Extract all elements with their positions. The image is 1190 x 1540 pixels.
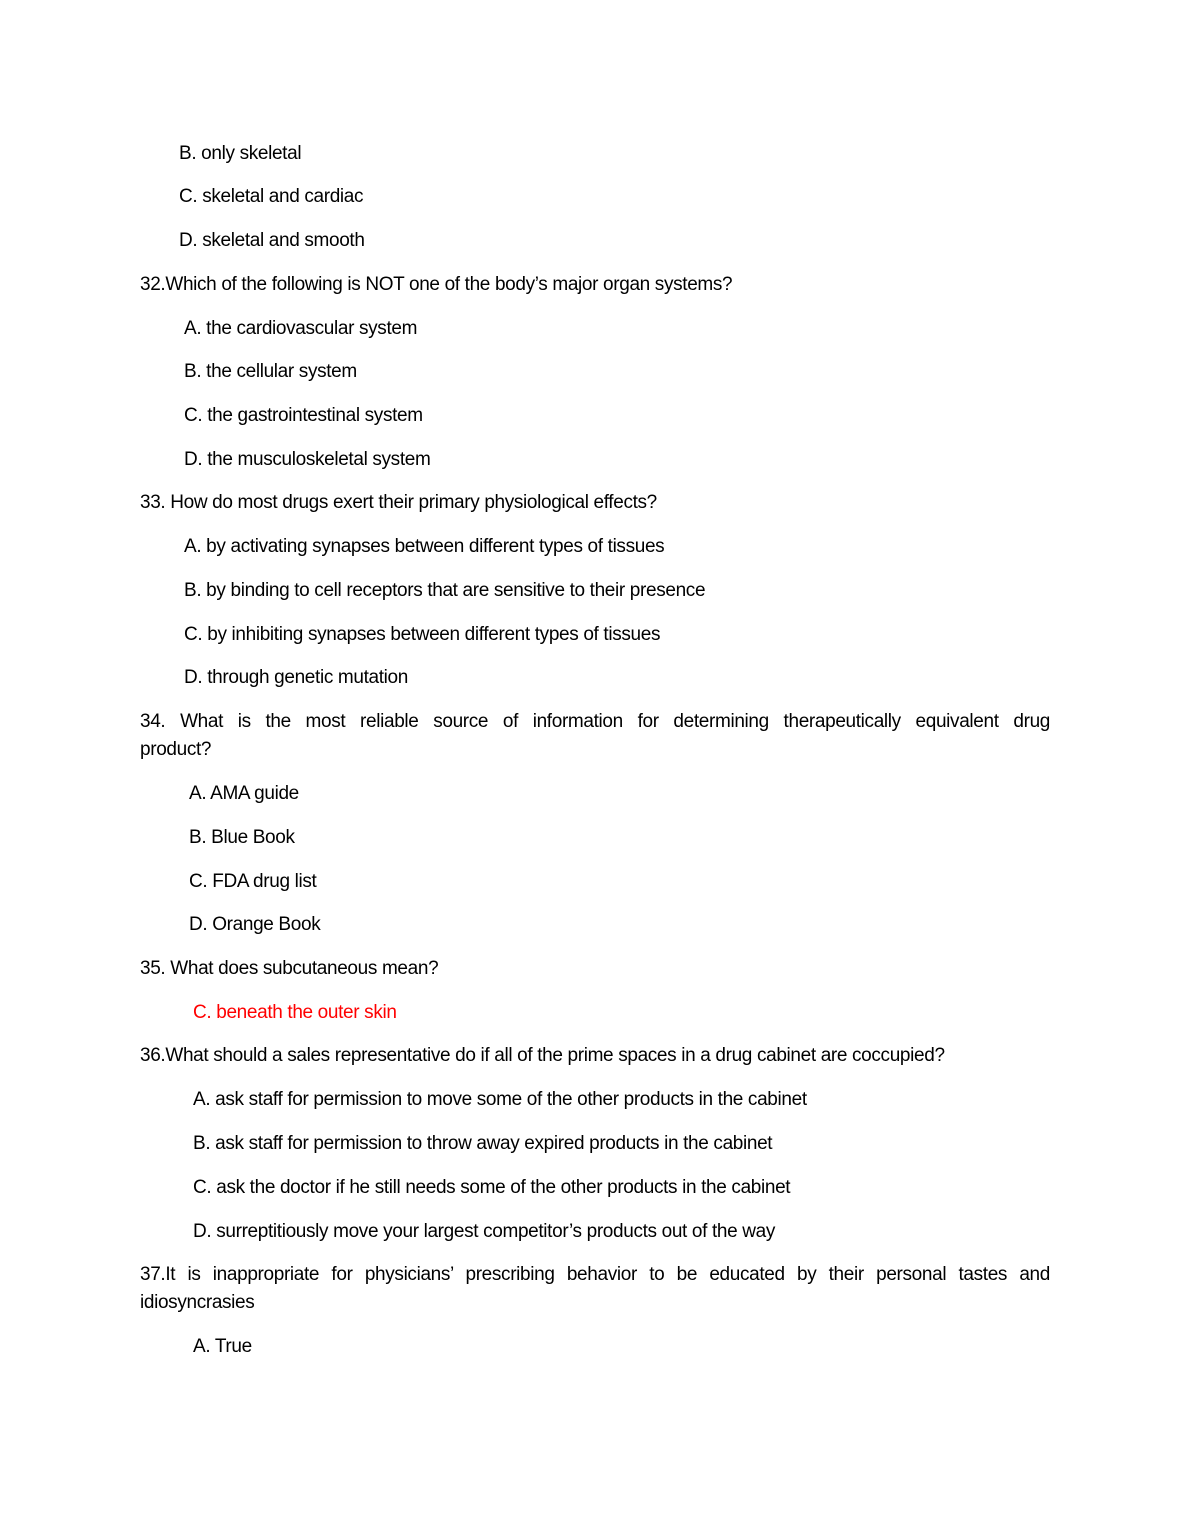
option-36-a: A. ask staff for permission to move some of the other products in the cabinet: [193, 1089, 807, 1110]
question-32: 32.Which of the following is NOT one of the body’s major organ systems?: [140, 274, 733, 295]
option-33-c: C. by inhibiting synapses between different types of tissues: [184, 624, 661, 645]
option-33-d: D. through genetic mutation: [184, 667, 408, 688]
option-33-a: A. by activating synapses between different types of tissues: [184, 536, 665, 557]
option-34-b: B. Blue Book: [189, 827, 295, 848]
option-33-b: B. by binding to cell receptors that are sensitive to their presence: [184, 580, 706, 601]
option-32-b: B. the cellular system: [184, 361, 357, 382]
question-34-cont: product?: [140, 739, 212, 760]
option-31-b: B. only skeletal: [179, 143, 302, 164]
question-37: 37.It is inappropriate for physicians’ prescribing behavior to be educated by their personal tastes and: [140, 1264, 1050, 1285]
option-36-b: B. ask staff for permission to throw away expired products in the cabinet: [193, 1133, 773, 1154]
option-37-a: A. True: [193, 1336, 252, 1357]
question-37-cont: idiosyncrasies: [140, 1292, 255, 1313]
option-36-c: C. ask the doctor if he still needs some of the other products in the cabinet: [193, 1177, 791, 1198]
option-32-d: D. the musculoskeletal system: [184, 449, 431, 470]
option-34-c: C. FDA drug list: [189, 871, 317, 892]
option-32-a: A. the cardiovascular system: [184, 318, 418, 339]
option-34-d: D. Orange Book: [189, 914, 321, 935]
option-31-d: D. skeletal and smooth: [179, 230, 365, 251]
option-32-c: C. the gastrointestinal system: [184, 405, 423, 426]
option-31-c: C. skeletal and cardiac: [179, 186, 364, 207]
answer-35-c: C. beneath the outer skin: [193, 1002, 397, 1023]
question-34: 34. What is the most reliable source of information for determining therapeutically equivalent drug: [140, 711, 1050, 732]
option-36-d: D. surreptitiously move your largest competitor’s products out of the way: [193, 1221, 776, 1242]
question-33: 33. How do most drugs exert their primary physiological effects?: [140, 492, 657, 513]
question-35: 35. What does subcutaneous mean?: [140, 958, 439, 979]
question-36: 36.What should a sales representative do if all of the prime spaces in a drug cabinet are coccupied?: [140, 1045, 945, 1066]
option-34-a: A. AMA guide: [189, 783, 299, 804]
